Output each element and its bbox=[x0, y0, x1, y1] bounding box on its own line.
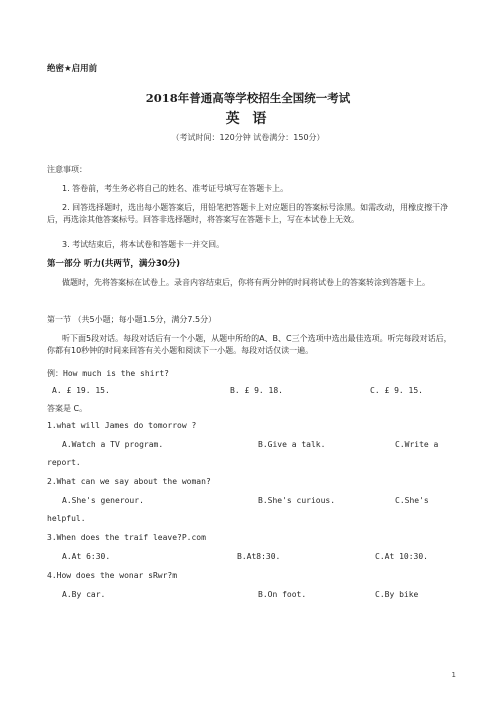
note-item-2: 2. 回答选择题时，选出每小题答案后，用铅笔把答题卡上对应题目的答案标号涂黑。如需改动，用橡皮擦干净后，再选涂其他答案标号。回答非选择题时，将答案写在答题卡上，写在本试卷上无效。 bbox=[47, 203, 449, 224]
question-1-option-c-cont: report. bbox=[47, 458, 81, 467]
question-3-option-c: C.At 10:30. bbox=[375, 552, 428, 561]
question-1-option-b: B.Give a talk. bbox=[258, 440, 326, 449]
notes-heading: 注意事项： bbox=[47, 165, 87, 174]
example-option-c: C. £ 9. 15. bbox=[370, 386, 423, 395]
question-2-option-c-cont: helpful. bbox=[47, 514, 86, 523]
question-3: 3.When does the traif leave?P.com bbox=[47, 533, 206, 542]
subject-title: 英 语 bbox=[225, 111, 271, 127]
question-4-option-b: B.On foot. bbox=[258, 590, 307, 599]
example-answer: 答案是 C。 bbox=[47, 404, 88, 413]
question-1: 1.what will James do tomorrow ? bbox=[47, 421, 197, 430]
confidential-mark: 绝密★启用前 bbox=[47, 64, 98, 74]
part1-heading: 第一部分 听力(共两节，满分30分) bbox=[47, 259, 181, 269]
question-4: 4.How does the wonar sRwr?m bbox=[47, 571, 178, 580]
note-item-3: 3. 考试结束后，将本试卷和答题卡一并交回。 bbox=[62, 240, 225, 249]
question-1-option-a: A.Watch a TV program. bbox=[62, 440, 164, 449]
example-option-b: B. £ 9. 18. bbox=[230, 386, 283, 395]
example-option-a: A. £ 19. 15. bbox=[52, 386, 110, 395]
section1-heading: 第一节 （共5小题；每小题1.5分，满分7.5分） bbox=[47, 315, 217, 324]
section1-intro: 听下面5段对话。每段对话后有一个小题，从题中所给的A、B、C三个选项中选出最佳选项。听完每段对话后，你都有10秒钟的时间来回答有关小题和阅读下一小题。每段对话仅读一遍。 bbox=[47, 334, 452, 355]
note-item-1: 1. 答卷前，考生务必将自己的姓名、准考证号填写在答题卡上。 bbox=[62, 184, 289, 193]
question-1-option-c: C.Write a bbox=[395, 440, 439, 449]
question-4-option-a: A.By car. bbox=[62, 590, 106, 599]
question-2-option-b: B.She's curious. bbox=[258, 496, 336, 505]
page-number: 1 bbox=[451, 671, 456, 679]
question-3-option-a: A.At 6:30. bbox=[62, 552, 111, 561]
question-2-option-a: A.She's generour. bbox=[62, 496, 144, 505]
example-question: 例：How much is the shirt? bbox=[47, 369, 169, 378]
question-2: 2.What can we say about the woman? bbox=[47, 477, 211, 486]
exam-info: （考试时间：120分钟 试卷满分：150分） bbox=[171, 133, 325, 142]
question-4-option-c: C.By bike bbox=[375, 590, 419, 599]
question-3-option-b: B.At8:30. bbox=[237, 552, 281, 561]
exam-title: 2018年普通高等学校招生全国统一考试 bbox=[145, 91, 351, 105]
part1-intro: 做题时，先将答案标在试卷上。录音内容结束后，你将有两分钟的时间将试卷上的答案转涂到答题卡上。 bbox=[62, 278, 430, 287]
question-2-option-c: C.She's bbox=[395, 496, 429, 505]
